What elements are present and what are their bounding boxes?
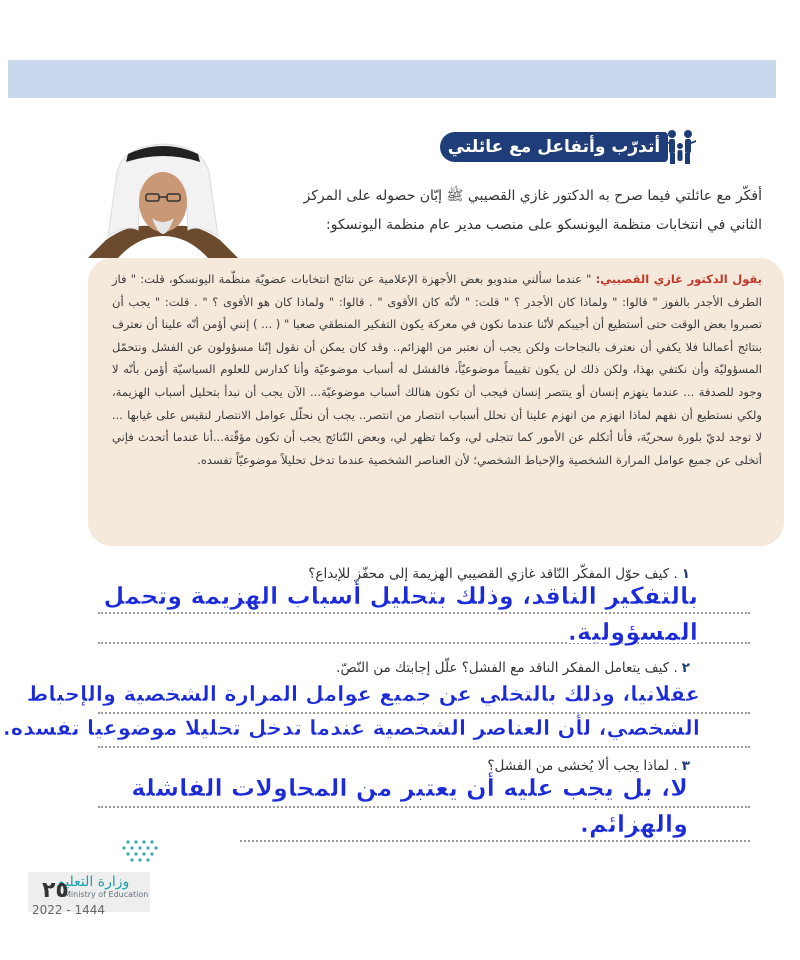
answer-line xyxy=(98,746,750,748)
answer-line xyxy=(240,840,750,842)
question-3: ٣. لماذا يجب ألا يُخشى من الفشل؟ xyxy=(487,758,690,774)
answer-3-line-1: لا، بل يجب عليه أن يعتبر من المحاولات الفاشلة xyxy=(131,774,688,802)
ministry-name-english: Ministry of Education xyxy=(64,890,149,899)
author-portrait xyxy=(88,140,238,258)
question-number: ٢ xyxy=(681,660,690,676)
answer-line xyxy=(98,712,750,714)
ministry-name-arabic: وزارة التعليم xyxy=(56,874,130,890)
quote-body: " عندما سألني مندوبو بعض الأجهزة الإعلامية عن نتائج انتخابات عضويّة منظّمة اليونسكو، قلت: " فاز الطرف الأجدر بالفوز " قالوا: " ولماذا كان الأجدر ؟ " قلت: " لأنّه كان الأقوى " . قالوا: " ولماذا كان هو الأقوى ؟ " . قلت: " يجب أن تصبروا بعض الوقت حتى أستطيع أن أجيبكم لأنّنا عندما نكون في معركة يكون التفكير المنطقي صعبا " ( ... ) إنني أؤمن أنّه علينا أن نعترف بنتائج أعمالنا فلا يكفي أن نعترف بالنجاحات ولكن يجب أن نعتبر من الهزائم.. وقد كان يمكن أن نقول إنّنا مسؤولون عن الفشل ونتحمّل المسؤوليّة وأن نكتفي بهذا، ولكن ذلك لن يكون تقييماً موضوعيّاً، فالفشل له أسباب موضوعيّة وأنا كدارس للعلوم السياسيّة أؤمن بأنّه لا وجود للصدفة ... عندما ينهزم إنسان أو ينتصر إنسان فيجب أن تكون هنالك أسباب موضوعيّة... الآن يجب أن نبدأ بتحليل أسباب الهزيمة، ولكي نستطيع أن نفهم لماذا انهزم من انهزم علينا أن نحلل أسباب انتصار من انتصر.. يجب أن نحلّل عوامل الانتصار لنقيس على غيابها ... لا توجد لديّ بلورة سحريّة، فأنا أتكلم عن الأمور كما تتجلى لي، وكما تظهر لي، وبعض النّتائج يجب أن تكون مؤقّتة...أنا عندما أتحدث فإني أتخلى عن جميع عوامل المرارة الشخصية والإحباط الشخصي؛ لأن العناصر الشخصية عندما تدخل تحليلاً موضوعيّاً تفسده. xyxy=(112,272,762,467)
question-number: ٣ xyxy=(681,758,690,774)
section-header xyxy=(440,128,700,166)
section-title: أتدرّب وأتفاعل مع عائلتي xyxy=(440,132,668,162)
family-icon xyxy=(662,128,698,166)
quote-text xyxy=(112,268,762,471)
question-number: ١ xyxy=(681,566,690,582)
answer-1-line-2: المسؤولية. xyxy=(567,618,698,646)
answer-line xyxy=(98,612,750,614)
answer-3-line-2: والهزائم. xyxy=(579,810,688,838)
question-2: ٢. كيف يتعامل المفكر الناقد مع الفشل؟ علّل إجابتك من النّصّ. xyxy=(336,660,690,676)
intro-line-2: الثاني في انتخابات منظمة اليونسكو على منصب مدير عام منظمة اليونسكو: xyxy=(325,217,762,233)
intro-paragraph xyxy=(250,182,762,240)
page-number: ٢٥ xyxy=(42,878,69,903)
edition-year: 2022 - 1444 xyxy=(32,903,106,917)
quote-speaker: يقول الدكتور غازي القصيبي: xyxy=(595,272,762,286)
intro-line-1: أفكّر مع عائلتي فيما صرح به الدكتور غازي القصيبي ﷺ إبّان حصوله على المركز xyxy=(303,188,762,204)
answer-2-line-2: الشخصي، لأن العناصر الشخصية عندما تدخل تحليلا موضوعيا تفسده. xyxy=(2,716,700,740)
answer-1-line-1: بالتفكير الناقد، وذلك بتحليل أسباب الهزيمة وتحمل xyxy=(103,582,698,610)
top-banner-bar xyxy=(8,60,776,98)
question-text: كيف يتعامل المفكر الناقد مع الفشل؟ علّل إجابتك من النّصّ. xyxy=(336,660,670,676)
answer-2-line-1: عقلانيا، وذلك بالتخلي عن جميع عوامل المرارة الشخصية والإحباط xyxy=(26,682,700,706)
question-text: كيف حوّل المفكّر النّاقد غازي القصيبي الهزيمة إلى محفّز للإبداع؟ xyxy=(308,566,670,582)
question-text: لماذا يجب ألا يُخشى من الفشل؟ xyxy=(487,758,670,774)
answer-line xyxy=(98,806,750,808)
question-1: ١. كيف حوّل المفكّر النّاقد غازي القصيبي الهزيمة إلى محفّز للإبداع؟ xyxy=(308,566,690,582)
